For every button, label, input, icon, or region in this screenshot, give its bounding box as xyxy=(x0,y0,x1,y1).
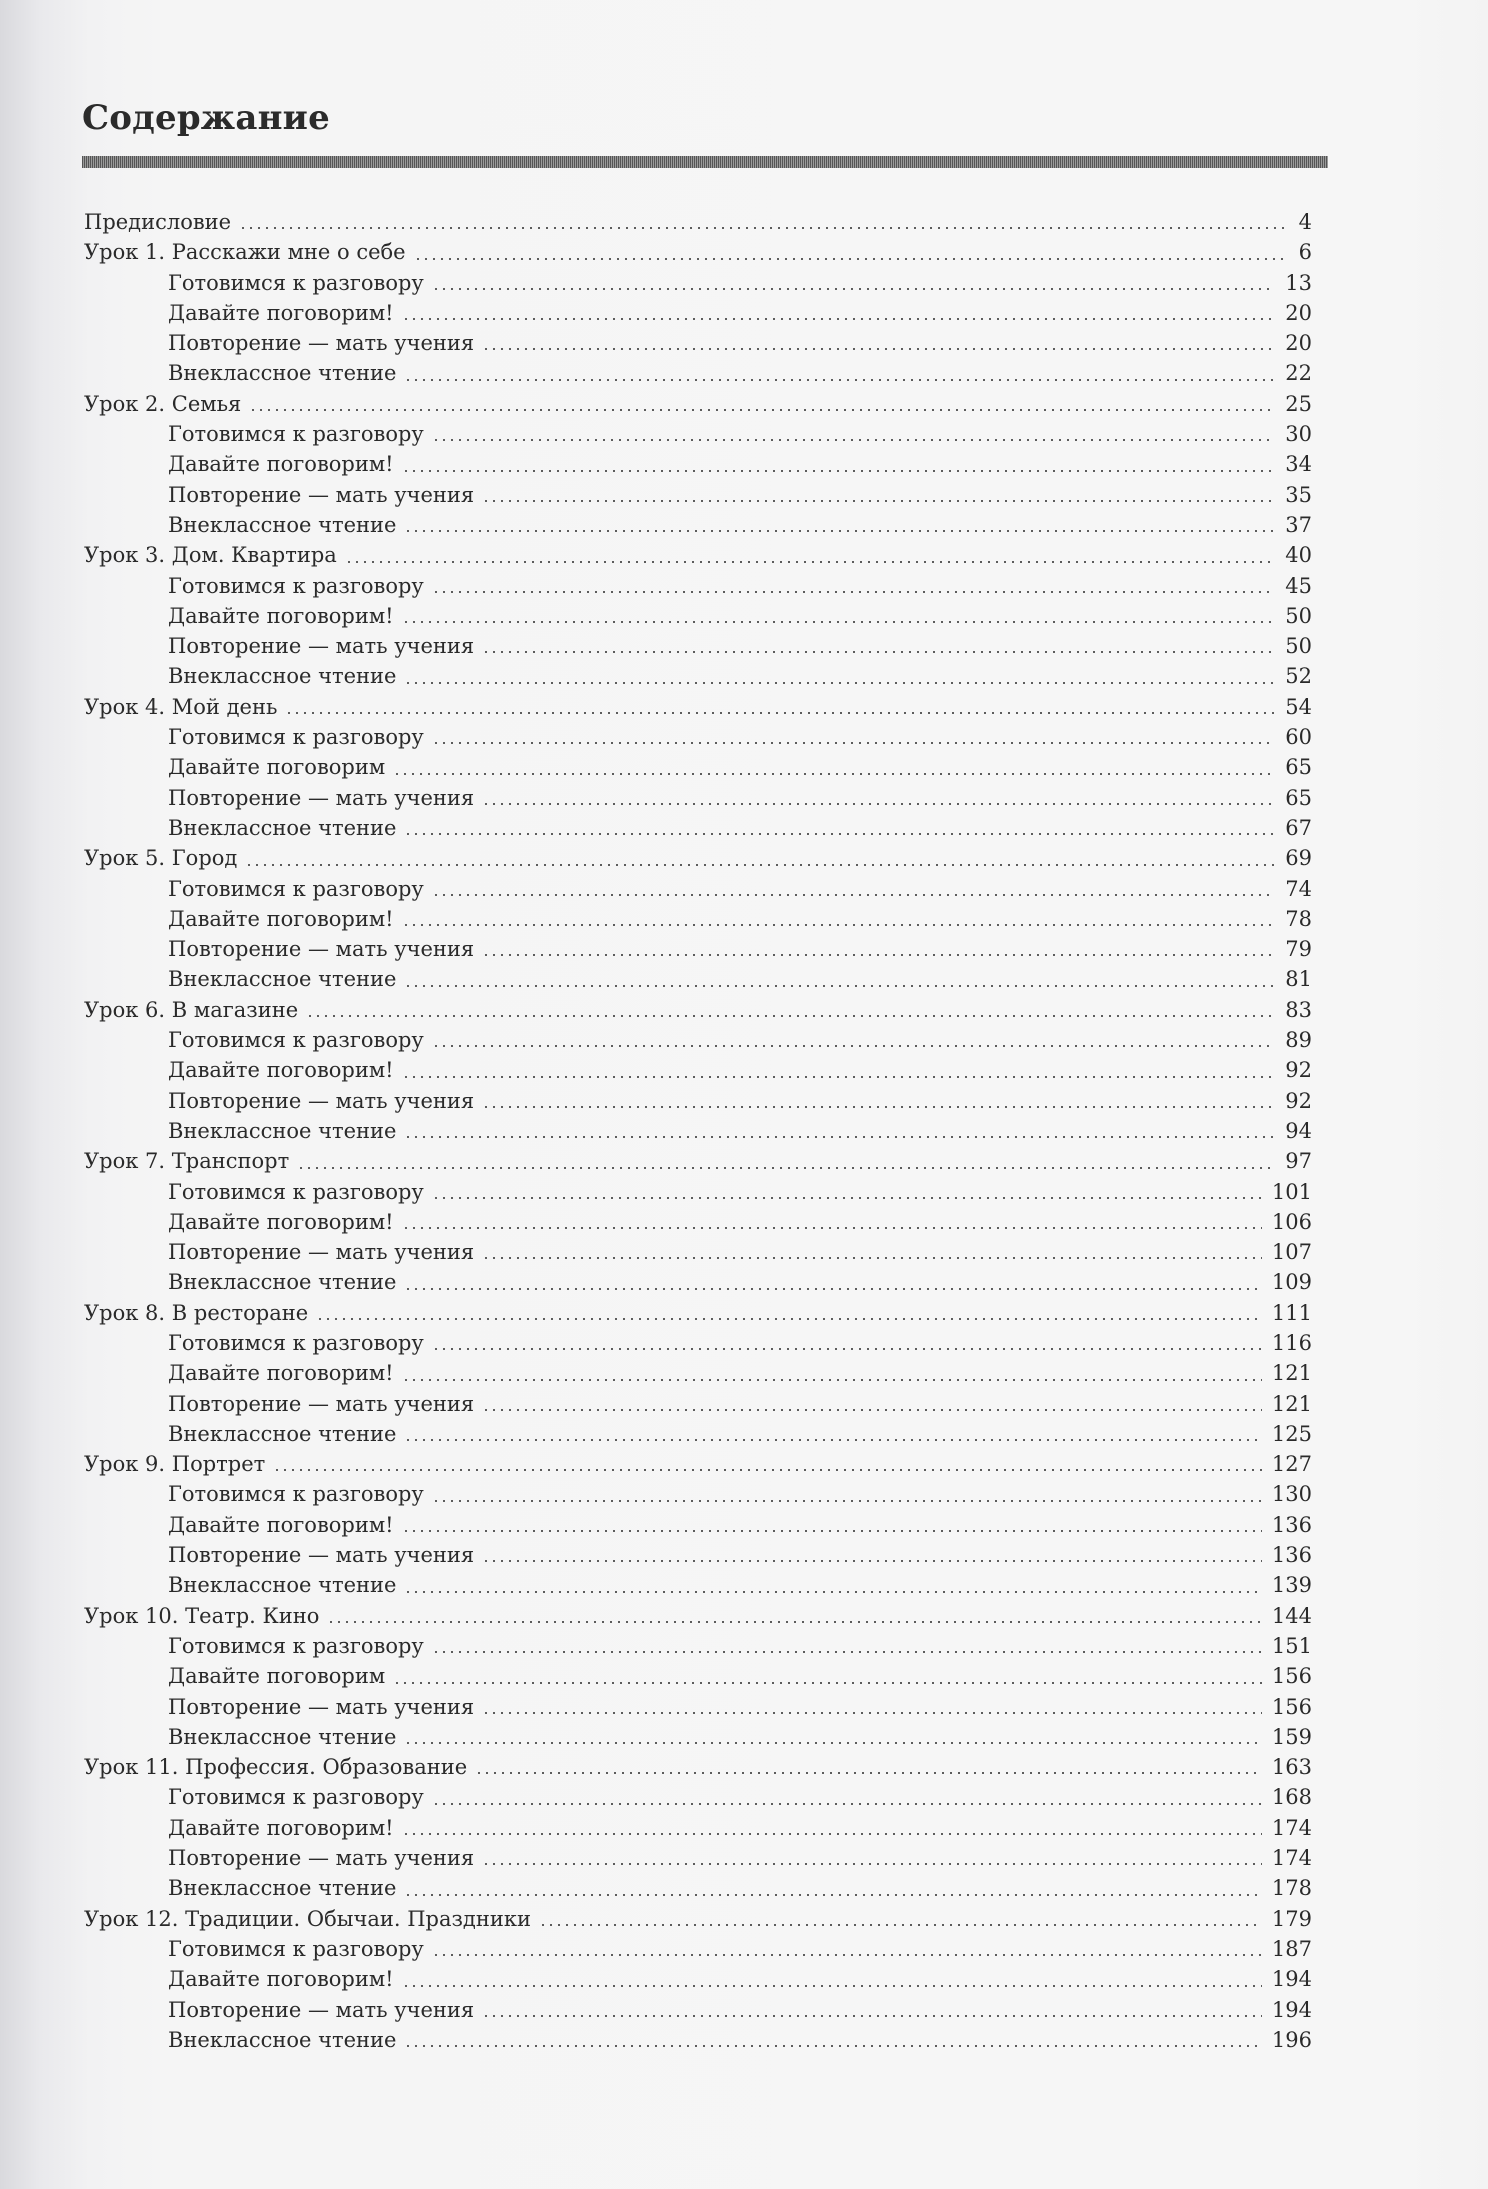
toc-subentry xyxy=(84,328,1312,358)
dot-leader xyxy=(297,1167,1275,1169)
toc-page-number: 130 xyxy=(1271,1482,1312,1507)
toc-subentry xyxy=(84,268,1312,298)
toc-page-number: 144 xyxy=(1271,1603,1312,1628)
toc-subentry xyxy=(84,510,1312,540)
dot-leader xyxy=(404,2045,1261,2047)
dot-leader xyxy=(249,409,1275,411)
dot-leader xyxy=(482,954,1275,956)
dot-leader xyxy=(285,712,1275,714)
toc-subentry xyxy=(84,1661,1312,1691)
dot-leader xyxy=(345,561,1275,563)
toc-entry-label: Давайте поговорим! xyxy=(168,1967,394,1992)
toc-page-number: 30 xyxy=(1285,422,1312,447)
toc-entry-label: Готовимся к разговору xyxy=(168,270,424,295)
dot-leader xyxy=(539,1924,1262,1926)
toc-entry xyxy=(84,1146,1312,1176)
toc-subentry xyxy=(84,1692,1312,1722)
toc-entry-label: Урок 5. Город xyxy=(84,846,238,871)
toc-entry-label: Готовимся к разговору xyxy=(168,422,424,447)
dot-leader xyxy=(432,1651,1262,1653)
toc-entry xyxy=(84,1904,1312,1934)
toc-subentry xyxy=(84,1479,1312,1509)
toc-entry-label: Готовимся к разговору xyxy=(168,725,424,750)
toc-page-number: 89 xyxy=(1285,1028,1312,1053)
toc-entry-label: Внеклассное чтение xyxy=(168,361,397,386)
toc-entry xyxy=(84,1449,1312,1479)
dot-leader xyxy=(306,1015,1275,1017)
toc-subentry xyxy=(84,904,1312,934)
dot-leader xyxy=(432,1045,1275,1047)
toc-page-number: 174 xyxy=(1271,1846,1312,1871)
dot-leader xyxy=(482,1712,1262,1714)
dot-leader xyxy=(402,924,1276,926)
dot-leader xyxy=(404,1591,1261,1593)
toc-entry-label: Внеклассное чтение xyxy=(168,1876,397,1901)
toc-subentry xyxy=(84,1510,1312,1540)
toc-entry-label: Готовимся к разговору xyxy=(168,1633,424,1658)
toc-entry-label: Предисловие xyxy=(84,210,232,234)
toc-page-number: 159 xyxy=(1271,1724,1312,1749)
dot-leader xyxy=(432,1348,1262,1350)
toc-entry-label: Повторение — мать учения xyxy=(168,1543,475,1568)
dot-leader xyxy=(414,258,1289,260)
dot-leader xyxy=(404,1288,1261,1290)
toc-page-number: 54 xyxy=(1285,694,1312,719)
toc-entry xyxy=(84,843,1312,873)
toc-page-number: 101 xyxy=(1271,1179,1312,1204)
toc-page-number: 40 xyxy=(1285,543,1312,568)
toc-entry-label: Давайте поговорим xyxy=(168,1664,386,1689)
toc-subentry xyxy=(84,964,1312,994)
toc-subentry xyxy=(84,1267,1312,1297)
toc-page-number: 156 xyxy=(1271,1664,1312,1689)
toc-page-number: 178 xyxy=(1271,1876,1312,1901)
toc-subentry xyxy=(84,480,1312,510)
toc-subentry xyxy=(84,1328,1312,1358)
toc-entry-label: Урок 7. Транспорт xyxy=(84,1149,290,1174)
toc-entry-label: Повторение — мать учения xyxy=(168,1391,475,1416)
toc-page-number: 60 xyxy=(1285,725,1312,750)
toc-subentry xyxy=(84,571,1312,601)
dot-leader xyxy=(316,1318,1262,1320)
toc-page-number: 107 xyxy=(1271,1240,1312,1265)
toc-page-number: 174 xyxy=(1271,1815,1312,1840)
toc-entry-label: Давайте поговорим! xyxy=(168,906,394,931)
dot-leader xyxy=(404,833,1275,835)
toc-page-number: 121 xyxy=(1271,1361,1312,1386)
toc-subentry xyxy=(84,1843,1312,1873)
toc-subentry xyxy=(84,1177,1312,1207)
toc-subentry xyxy=(84,1207,1312,1237)
toc-entry-label: Готовимся к разговору xyxy=(168,1482,424,1507)
toc-entry xyxy=(84,995,1312,1025)
dot-leader xyxy=(482,1863,1262,1865)
toc-entry-label: Повторение — мать учения xyxy=(168,937,475,962)
dot-leader xyxy=(327,1621,1262,1623)
toc-page-number: 139 xyxy=(1271,1573,1312,1598)
toc-entry-label: Урок 8. В ресторане xyxy=(84,1300,309,1325)
toc-subentry xyxy=(84,2025,1312,2055)
toc-entry xyxy=(84,692,1312,722)
dot-leader xyxy=(402,1985,1262,1987)
toc-entry-label: Внеклассное чтение xyxy=(168,2027,397,2052)
dot-leader xyxy=(482,803,1275,805)
toc-entry-label: Давайте поговорим! xyxy=(168,1815,394,1840)
toc-subentry xyxy=(84,1086,1312,1116)
toc-entry-label: Готовимся к разговору xyxy=(168,573,424,598)
toc-entry-label: Урок 10. Театр. Кино xyxy=(84,1603,320,1628)
toc-subentry xyxy=(84,1722,1312,1752)
toc-subentry xyxy=(84,1237,1312,1267)
toc-subentry xyxy=(84,1389,1312,1419)
dot-leader xyxy=(482,2015,1262,2017)
toc-subentry xyxy=(84,783,1312,813)
toc-entry-label: Урок 6. В магазине xyxy=(84,997,299,1022)
toc-subentry xyxy=(84,1540,1312,1570)
toc-subentry xyxy=(84,1631,1312,1661)
toc-subentry xyxy=(84,1570,1312,1600)
dot-leader xyxy=(393,1682,1262,1684)
dot-leader xyxy=(402,1227,1262,1229)
toc-page-number: 116 xyxy=(1271,1330,1312,1355)
dot-leader xyxy=(432,1500,1262,1502)
toc-entry-label: Давайте поговорим! xyxy=(168,603,394,628)
toc-entry-label: Повторение — мать учения xyxy=(168,1088,475,1113)
toc-page-number: 109 xyxy=(1271,1270,1312,1295)
dot-leader xyxy=(482,651,1275,653)
toc-page-number: 35 xyxy=(1285,482,1312,507)
toc-entry-label: Урок 12. Традиции. Обычаи. Праздники xyxy=(84,1906,531,1931)
toc-subentry xyxy=(84,419,1312,449)
toc-page-number: 136 xyxy=(1271,1543,1312,1568)
page-title: Содержание xyxy=(82,98,330,138)
dot-leader xyxy=(273,1469,1262,1471)
toc-subentry xyxy=(84,722,1312,752)
dot-leader xyxy=(404,985,1275,987)
toc-entry-label: Внеклассное чтение xyxy=(168,815,397,840)
toc-page-number: 65 xyxy=(1285,755,1312,780)
toc-entry-label: Повторение — мать учения xyxy=(168,785,475,810)
toc-subentry xyxy=(84,1964,1312,1994)
toc-subentry xyxy=(84,601,1312,631)
toc-page-number: 6 xyxy=(1298,240,1312,265)
toc-page-number: 111 xyxy=(1271,1300,1312,1325)
toc-entry-label: Внеклассное чтение xyxy=(168,1421,397,1446)
toc-entry-label: Внеклассное чтение xyxy=(168,512,397,537)
toc-page-number: 20 xyxy=(1285,331,1312,356)
toc-subentry xyxy=(84,1419,1312,1449)
toc-entry-label: Внеклассное чтение xyxy=(168,1270,397,1295)
toc-entry-label: Давайте поговорим! xyxy=(168,1209,394,1234)
toc-entry-label: Давайте поговорим xyxy=(168,755,386,780)
toc-subentry xyxy=(84,1055,1312,1085)
toc-page-number: 127 xyxy=(1271,1452,1312,1477)
dot-leader xyxy=(404,1439,1261,1441)
toc-page-number: 196 xyxy=(1271,2027,1312,2052)
toc-entry xyxy=(84,1601,1312,1631)
toc-entry-label: Внеклассное чтение xyxy=(168,1724,397,1749)
toc-page-number: 121 xyxy=(1271,1391,1312,1416)
toc-subentry xyxy=(84,934,1312,964)
toc-entry-label: Давайте поговорим! xyxy=(168,1512,394,1537)
dot-leader xyxy=(404,1742,1261,1744)
dot-leader xyxy=(432,1954,1262,1956)
dot-leader xyxy=(402,318,1276,320)
toc-entry-label: Готовимся к разговору xyxy=(168,1179,424,1204)
dot-leader xyxy=(393,773,1275,775)
title-rule xyxy=(82,156,1328,168)
toc-page-number: 4 xyxy=(1298,210,1312,234)
toc-page-number: 50 xyxy=(1285,603,1312,628)
toc-entry-label: Давайте поговорим! xyxy=(168,300,394,325)
dot-leader xyxy=(482,500,1275,502)
toc-subentry xyxy=(84,752,1312,782)
toc-subentry xyxy=(84,298,1312,328)
toc-subentry xyxy=(84,1358,1312,1388)
dot-leader xyxy=(432,1803,1262,1805)
toc-page-number: 94 xyxy=(1285,1118,1312,1143)
dot-leader xyxy=(432,742,1275,744)
dot-leader xyxy=(475,1772,1262,1774)
toc-page-number: 52 xyxy=(1285,664,1312,689)
toc-entry xyxy=(84,540,1312,570)
toc-page-number: 37 xyxy=(1285,512,1312,537)
toc-page-number: 151 xyxy=(1271,1633,1312,1658)
dot-leader xyxy=(404,1894,1261,1896)
dot-leader xyxy=(404,1136,1275,1138)
toc-entry-label: Повторение — мать учения xyxy=(168,1240,475,1265)
toc-entry-label: Урок 11. Профессия. Образование xyxy=(84,1755,468,1780)
toc-page-number: 13 xyxy=(1285,270,1312,295)
toc-subentry xyxy=(84,449,1312,479)
dot-leader xyxy=(432,1197,1262,1199)
toc-page-number: 22 xyxy=(1285,361,1312,386)
dot-leader xyxy=(432,288,1275,290)
toc-page-number: 194 xyxy=(1271,1997,1312,2022)
dot-leader xyxy=(404,682,1275,684)
toc-page-number: 79 xyxy=(1285,937,1312,962)
toc-page-number: 50 xyxy=(1285,634,1312,659)
dot-leader xyxy=(402,1530,1262,1532)
toc-entry xyxy=(84,1298,1312,1328)
dot-leader xyxy=(402,470,1276,472)
toc-page-number: 194 xyxy=(1271,1967,1312,1992)
toc-entry xyxy=(84,1752,1312,1782)
toc-entry xyxy=(84,237,1312,267)
toc-page-number: 179 xyxy=(1271,1906,1312,1931)
dot-leader xyxy=(404,530,1275,532)
toc-subentry xyxy=(84,1813,1312,1843)
toc-page-number: 20 xyxy=(1285,300,1312,325)
dot-leader xyxy=(432,894,1275,896)
dot-leader xyxy=(482,1560,1262,1562)
toc-entry-label: Повторение — мать учения xyxy=(168,634,475,659)
toc-entry-label: Давайте поговорим! xyxy=(168,1058,394,1083)
table-of-contents xyxy=(84,207,1312,2055)
dot-leader xyxy=(245,864,1275,866)
toc-entry-label: Повторение — мать учения xyxy=(168,1694,475,1719)
toc-entry-label: Повторение — мать учения xyxy=(168,1846,475,1871)
toc-entry-label: Урок 4. Мой день xyxy=(84,694,278,719)
toc-page-number: 163 xyxy=(1271,1755,1312,1780)
toc-subentry xyxy=(84,1873,1312,1903)
toc-entry-label: Давайте поговорим! xyxy=(168,1361,394,1386)
dot-leader xyxy=(482,1409,1262,1411)
toc-page-number: 125 xyxy=(1271,1421,1312,1446)
dot-leader xyxy=(239,227,1289,229)
toc-subentry xyxy=(84,1995,1312,2025)
toc-page-number: 92 xyxy=(1285,1058,1312,1083)
toc-entry-label: Урок 3. Дом. Квартира xyxy=(84,543,337,568)
toc-page-number: 168 xyxy=(1271,1785,1312,1810)
toc-entry-label: Внеклассное чтение xyxy=(168,967,397,992)
toc-page-number: 81 xyxy=(1285,967,1312,992)
toc-page-number: 92 xyxy=(1285,1088,1312,1113)
toc-entry-label: Урок 2. Семья xyxy=(84,391,242,416)
toc-subentry xyxy=(84,661,1312,691)
toc-entry-label: Урок 1. Расскажи мне о себе xyxy=(84,240,406,265)
toc-page-number: 45 xyxy=(1285,573,1312,598)
toc-entry-label: Урок 9. Портрет xyxy=(84,1452,266,1477)
toc-subentry xyxy=(84,1934,1312,1964)
toc-subentry xyxy=(84,358,1312,388)
toc-entry-label: Готовимся к разговору xyxy=(168,1936,424,1961)
dot-leader xyxy=(482,1106,1275,1108)
toc-page-number: 65 xyxy=(1285,785,1312,810)
dot-leader xyxy=(404,379,1275,381)
toc-entry xyxy=(84,207,1312,237)
dot-leader xyxy=(432,439,1275,441)
toc-entry-label: Повторение — мать учения xyxy=(168,331,475,356)
toc-entry-label: Внеклассное чтение xyxy=(168,1118,397,1143)
toc-page-number: 34 xyxy=(1285,452,1312,477)
toc-subentry xyxy=(84,631,1312,661)
toc-entry-label: Внеклассное чтение xyxy=(168,1573,397,1598)
dot-leader xyxy=(402,1379,1262,1381)
dot-leader xyxy=(432,591,1275,593)
toc-page-number: 156 xyxy=(1271,1694,1312,1719)
toc-subentry xyxy=(84,1782,1312,1812)
toc-page-number: 97 xyxy=(1285,1149,1312,1174)
toc-entry-label: Готовимся к разговору xyxy=(168,1028,424,1053)
toc-entry-label: Давайте поговорим! xyxy=(168,452,394,477)
dot-leader xyxy=(402,1833,1262,1835)
toc-page-number: 136 xyxy=(1271,1512,1312,1537)
toc-page-number: 106 xyxy=(1271,1209,1312,1234)
toc-subentry xyxy=(84,1116,1312,1146)
toc-page-number: 187 xyxy=(1271,1936,1312,1961)
toc-entry-label: Повторение — мать учения xyxy=(168,482,475,507)
toc-page-number: 69 xyxy=(1285,846,1312,871)
toc-entry-label: Внеклассное чтение xyxy=(168,664,397,689)
toc-entry-label: Готовимся к разговору xyxy=(168,1785,424,1810)
toc-subentry xyxy=(84,1025,1312,1055)
toc-subentry xyxy=(84,813,1312,843)
toc-entry-label: Повторение — мать учения xyxy=(168,1997,475,2022)
toc-page-number: 67 xyxy=(1285,815,1312,840)
dot-leader xyxy=(482,1257,1262,1259)
toc-page-number: 78 xyxy=(1285,906,1312,931)
dot-leader xyxy=(482,348,1275,350)
toc-page-number: 83 xyxy=(1285,997,1312,1022)
toc-page-number: 74 xyxy=(1285,876,1312,901)
toc-page-number: 25 xyxy=(1285,391,1312,416)
toc-entry-label: Готовимся к разговору xyxy=(168,1330,424,1355)
dot-leader xyxy=(402,621,1276,623)
toc-entry xyxy=(84,389,1312,419)
toc-entry-label: Готовимся к разговору xyxy=(168,876,424,901)
dot-leader xyxy=(402,1076,1276,1078)
toc-subentry xyxy=(84,874,1312,904)
